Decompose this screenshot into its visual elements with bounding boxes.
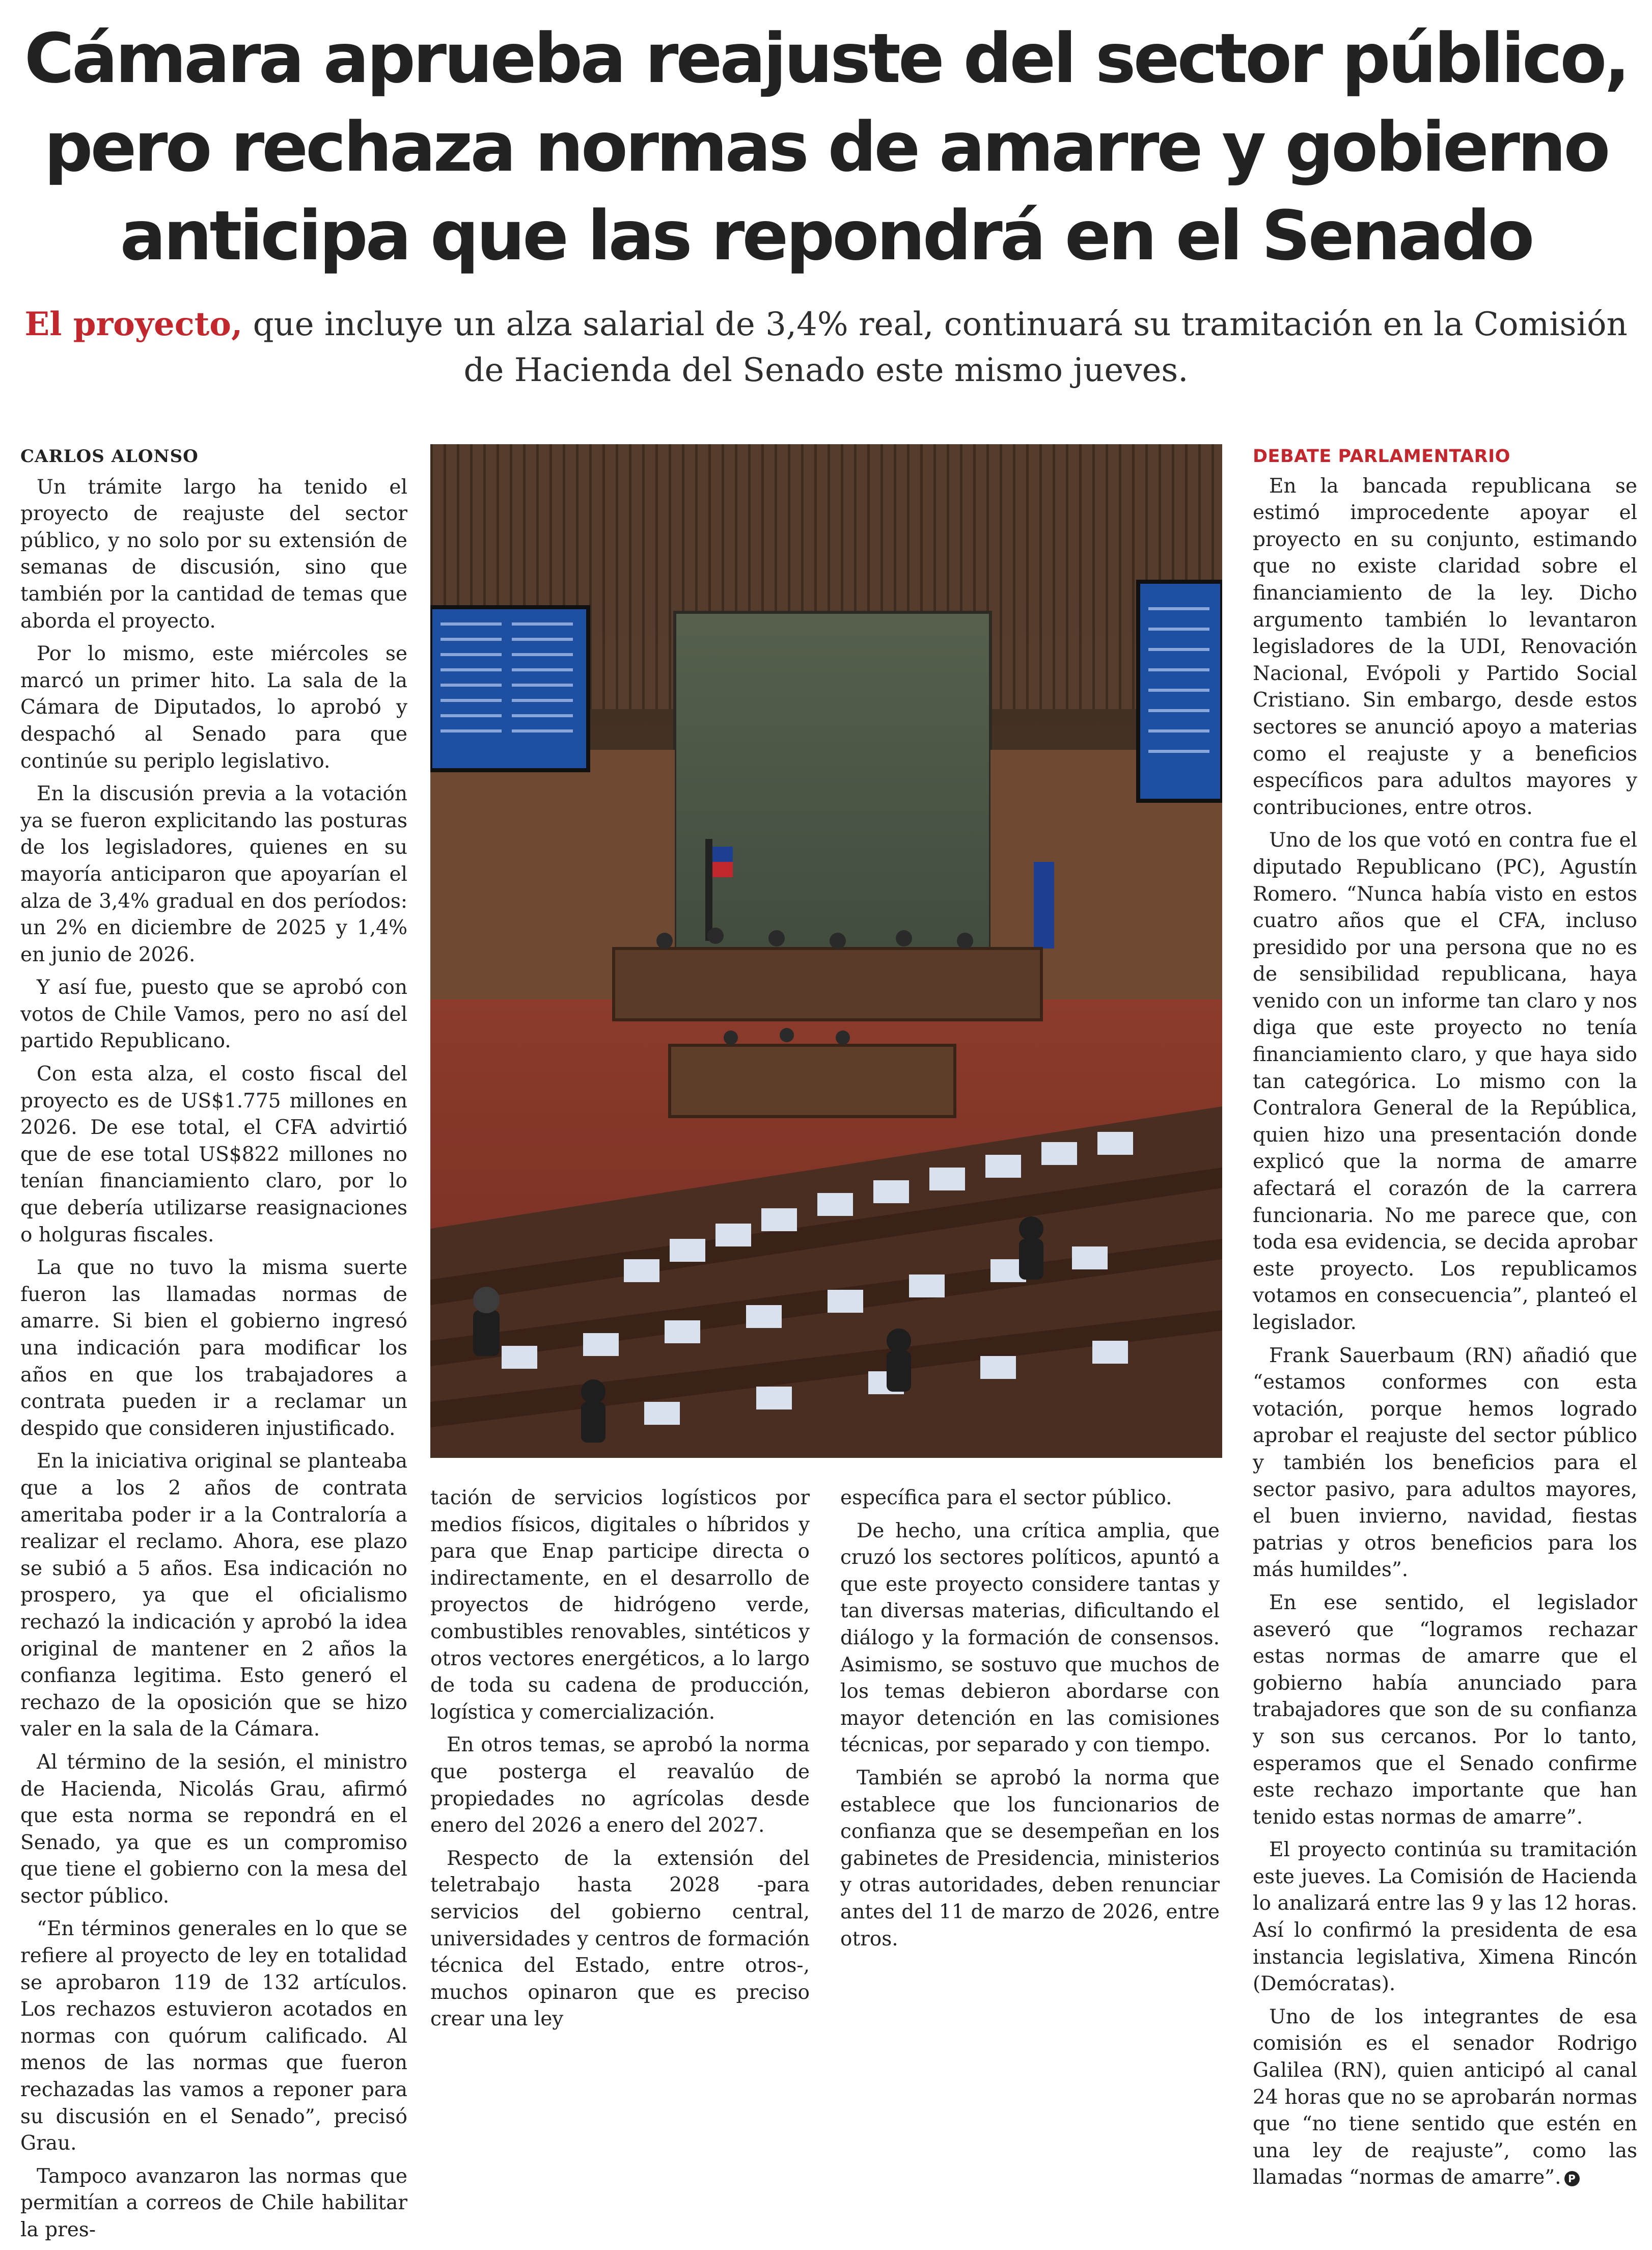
end-mark-icon: P xyxy=(1564,2171,1580,2186)
paragraph: Al término de la sesión, el ministro de Hacienda, Nicolás Grau, afirmó que esta norma se repondrá en el Senado, ya que es un compromiso que tiene el gobierno con la mesa del sector público. xyxy=(20,1750,407,1908)
paragraph: En otros temas, se aprobó la norma que posterga el reavalúo de propiedades no agrícolas desde enero del 2026 a enero del 2027. xyxy=(430,1733,810,1837)
paragraph: Frank Sauerbaum (RN) añadió que “estamos conformes con esta votación, porque hemos logrado aprobar el reajuste del sector público y también los beneficios para el sector pasivo, para adultos mayores, el buen invierno, navidad, fiestas patrias y otros beneficios para los más humildes”. xyxy=(1253,1344,1637,1582)
headline-line-3: anticipa que las repondrá en el Senado xyxy=(120,196,1532,276)
paragraph: Por lo mismo, este miércoles se marcó un primer hito. La sala de la Cámara de Diputados, lo aprobó y despachó al Senado para que continúe su periplo legislativo. xyxy=(20,642,407,773)
paragraph: El proyecto continúa su tramitación este jueves. La Comisión de Hacienda lo analizará entre las 9 y las 12 horas. Así lo confirmó la presidenta de esa instancia legislativa, Ximena Rincón (Demócratas). xyxy=(1253,1838,1637,1996)
paragraph: específica para el sector público. xyxy=(840,1486,1172,1509)
paragraph: En la iniciativa original se planteaba que a los 2 años de contrata ameritaba poder ir a la Contraloría a realizar el reclamo. Ahora, ese plazo se subió a 5 años. Esa indicación no prospero, ya que el oficialismo rechazó la indicación y aprobó la idea original de mantener en 2 años la confianza legitima. Esto generó el rechazo de la oposición que se hizo valer en la sala de la Cámara. xyxy=(20,1450,407,1741)
paragraph: La que no tuvo la misma suerte fueron las llamadas normas de amarre. Si bien el gobierno ingresó una indicación para modificar los años en que los trabajadores a contrata pueden ir a reclamar un despido que consideren injustificado. xyxy=(20,1256,407,1440)
deck-text: que incluye un alza salarial de 3,4% real, continuará su tramitación en la Comisión de Hacienda del Senado este mismo jueves. xyxy=(242,306,1628,389)
paragraph: En la bancada republicana se estimó improcedente apoyar el proyecto en su conjunto, estimando que no existe claridad sobre el financiamiento de la ley. Dicho argumento también lo levantaron legisladores de la UDI, Renovación Nacional, Evópoli y Partido Social Cristiano. Sin embargo, desde estos sectores se anunció apoyo a materias como el reajuste y a beneficios específicos para adultos mayores y contribuciones, entre otros. xyxy=(1253,474,1637,819)
deck-subtitle xyxy=(20,302,1632,393)
chamber-photo xyxy=(430,444,1222,1458)
byline: CARLOS ALONSO xyxy=(20,446,199,467)
headline-line-1: Cámara aprueba reajuste del sector público, xyxy=(24,19,1628,98)
paragraph: Uno de los que votó en contra fue el diputado Republicano (PC), Agustín Romero. “Nunca había visto en estos cuatro años que el CFA, incluso presidido por una persona que no es de sensibilidad republicana, haya venido con un informe tan claro y nos diga que este proyecto no tenía financiamiento claro, y que haya sido tan categórica. Lo mismo con la Contralora General de la República, quien hizo una presentación donde explicó que la norma de amarre afectará el corazón de la carrera funcionaria. No me parece que, con toda esa evidencia, se decida aprobar este proyecto. Los republicamos votamos en consecuencia”, planteó el legislador. xyxy=(1253,829,1637,1334)
paragraph: También se aprobó la norma que establece que los funcionarios de confianza que se desempeñan en los gabinetes de Presidencia, ministerios y otras autoridades, deben renunciar antes del 11 de marzo de 2026, entre otros. xyxy=(840,1766,1220,1950)
paragraph: Respecto de la extensión del teletrabajo hasta 2028 -para servicios del gobierno central, universidades y centros de formación técnica del Estado, entre otros-, muchos opinaron que es preciso crear una ley xyxy=(430,1847,810,2031)
paragraph: “En términos generales en lo que se refiere al proyecto de ley en totalidad se aprobaron 119 de 132 artículos. Los rechazos estuvieron acotados en normas con quórum calificado. Al menos de las normas que fueron rechazadas las vamos a reponer para su discusión en el Senado”, precisó Grau. xyxy=(20,1917,407,2155)
article-column-3 xyxy=(840,1485,1220,1959)
section-kicker: DEBATE PARLAMENTARIO xyxy=(1253,446,1510,467)
paragraph: Con esta alza, el costo fiscal del proyecto es de US$1.775 millones en 2026. De ese total, el CFA advirtió que de ese total US$822 millones no tenían financiamiento claro, por lo que debería utilizarse reasignaciones o holguras fiscales. xyxy=(20,1063,407,1246)
paragraph: Un trámite largo ha tenido el proyecto de reajuste del sector público, y no solo por su extensión de semanas de discusión, sino que también por la cantidad de temas que aborda el proyecto. xyxy=(20,475,407,633)
article-column-1 xyxy=(20,443,407,2250)
paragraph: Y así fue, puesto que se aprobó con votos de Chile Vamos, pero no así del partido Republicano. xyxy=(20,976,407,1053)
paragraph: tación de servicios logísticos por medios físicos, digitales o híbridos y para que Enap participe directa o indirectamente, en el desarrollo de proyectos de hidrógeno verde, combustibles renovables, sintéticos y otros vectores energéticos, a lo largo de toda su cadena de producción, logística y comercialización. xyxy=(430,1486,810,1724)
deck-lead: El proyecto, xyxy=(24,305,243,343)
headline xyxy=(0,14,1652,280)
paragraph: En ese sentido, el legislador aseveró que “logramos rechazar estas normas de amarre que el gobierno había anunciado para trabajadores que son de su confianza y son sus cercanos. Por lo tanto, esperamos que el Senado confirme este rechazo importante que han tenido estas normas de amarre”. xyxy=(1253,1591,1637,1829)
article-column-2 xyxy=(430,1485,810,2039)
headline-line-2: pero rechaza normas de amarre y gobierno xyxy=(44,107,1608,187)
paragraph: De hecho, una crítica amplia, que cruzó los sectores políticos, apuntó a que este proyecto considere tantas y tan diversas materias, dificultando el diálogo y la formación de consensos. Asimismo, se sostuvo que muchos de los temas debieron abordarse con mayor detención en las comisiones técnicas, por separado y con tiempo. xyxy=(840,1519,1220,1757)
paragraph xyxy=(1253,2004,1637,2191)
chamber-photo-illustration xyxy=(430,444,1222,1458)
paragraph: En la discusión previa a la votación ya se fueron explicitando las posturas de los legisladores, quienes en su mayoría anticiparon que apoyarían el alza de 3,4% gradual en dos períodos: un 2% en diciembre de 2025 y 1,4% en junio de 2026. xyxy=(20,782,407,966)
paragraph: Tampoco avanzaron las normas que permitían a correos de Chile habilitar la pres- xyxy=(20,2164,407,2241)
article-column-4 xyxy=(1253,443,1637,2198)
paragraph-text: Uno de los integrantes de esa comisión es el senador Rodrigo Galilea (RN), quien anticipó al canal 24 horas que no se aprobarán normas que “no tiene sentido que estén en una ley de reajuste”, como las llamadas “normas de amarre”. xyxy=(1253,2005,1637,2189)
